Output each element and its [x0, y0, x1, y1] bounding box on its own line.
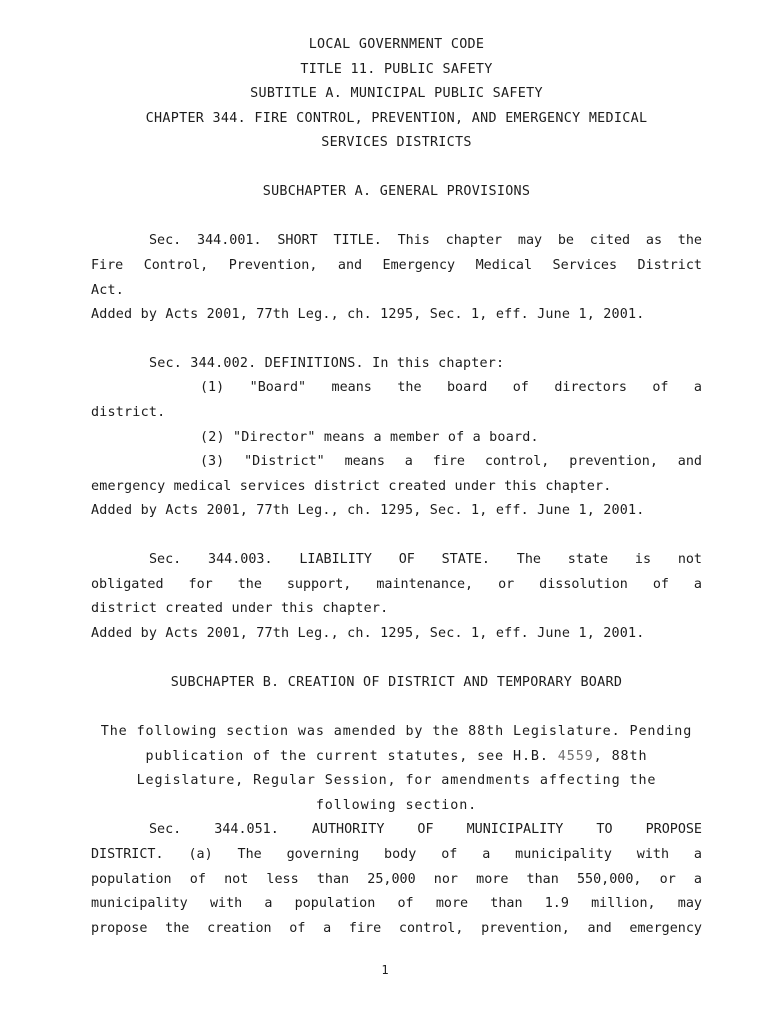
subchapter-b-heading: SUBCHAPTER B. CREATION OF DISTRICT AND TEMPORARY BOARD: [170, 675, 623, 690]
subtitle-heading: SUBTITLE A. MUNICIPAL PUBLIC SAFETY: [250, 86, 543, 101]
sec-344-051-line5: propose the creation of a fire control, prevention, and emergency: [91, 921, 702, 936]
amendment-notice-line2-after: , 88th: [593, 749, 648, 764]
sec-344-002-history: Added by Acts 2001, 77th Leg., ch. 1295, Sec. 1, eff. June 1, 2001.: [91, 503, 645, 518]
sec-344-002-item1-line1: (1) "Board" means the board of directors of a: [200, 380, 702, 395]
sec-344-051-line2: DISTRICT. (a) The governing body of a municipality with a: [91, 847, 702, 862]
amendment-notice-line1: The following section was amended by the 88th Legislature. Pending: [100, 724, 693, 739]
sec-344-003-line2: obligated for the support, maintenance, or dissolution of a: [91, 577, 702, 592]
amendment-notice-line3: Legislature, Regular Session, for amendments affecting the: [136, 773, 657, 788]
sec-344-002-line1: Sec. 344.002. DEFINITIONS. In this chapter:: [149, 356, 505, 371]
sec-344-051-line3: population of not less than 25,000 nor more than 550,000, or a: [91, 872, 702, 887]
chapter-heading-line2: SERVICES DISTRICTS: [321, 135, 472, 150]
sec-344-001-history: Added by Acts 2001, 77th Leg., ch. 1295, Sec. 1, eff. June 1, 2001.: [91, 307, 645, 322]
sec-344-001-line1: Sec. 344.001. SHORT TITLE. This chapter may be cited as the: [149, 233, 702, 248]
sec-344-002-item3-line1: (3) "District" means a fire control, prevention, and: [200, 454, 702, 469]
bill-link[interactable]: 4559: [557, 749, 594, 764]
code-heading: LOCAL GOVERNMENT CODE: [308, 37, 485, 52]
sec-344-003-line1: Sec. 344.003. LIABILITY OF STATE. The state is not: [149, 552, 702, 567]
page-number: 1: [381, 963, 389, 977]
amendment-notice-line2-before: publication of the current statutes, see H.B.: [145, 749, 558, 764]
amendment-notice-line2: [91, 747, 702, 767]
sec-344-002-item1-line2: district.: [91, 405, 166, 420]
sec-344-001-line2: Fire Control, Prevention, and Emergency Medical Services District: [91, 258, 702, 273]
sec-344-002-item3-line2: emergency medical services district created under this chapter.: [91, 479, 612, 494]
amendment-notice-line4: following section.: [315, 798, 478, 813]
chapter-heading-line1: CHAPTER 344. FIRE CONTROL, PREVENTION, AND EMERGENCY MEDICAL: [145, 111, 648, 126]
sec-344-001-line3: Act.: [91, 283, 125, 298]
sec-344-003-line3: district created under this chapter.: [91, 601, 389, 616]
sec-344-051-line4: municipality with a population of more than 1.9 million, may: [91, 896, 702, 911]
sec-344-002-item2-line1: (2) "Director" means a member of a board.: [200, 430, 539, 445]
title-heading: TITLE 11. PUBLIC SAFETY: [300, 62, 493, 77]
sec-344-051-line1: Sec. 344.051. AUTHORITY OF MUNICIPALITY TO PROPOSE: [149, 822, 702, 837]
subchapter-a-heading: SUBCHAPTER A. GENERAL PROVISIONS: [262, 184, 531, 199]
sec-344-003-history: Added by Acts 2001, 77th Leg., ch. 1295, Sec. 1, eff. June 1, 2001.: [91, 626, 645, 641]
